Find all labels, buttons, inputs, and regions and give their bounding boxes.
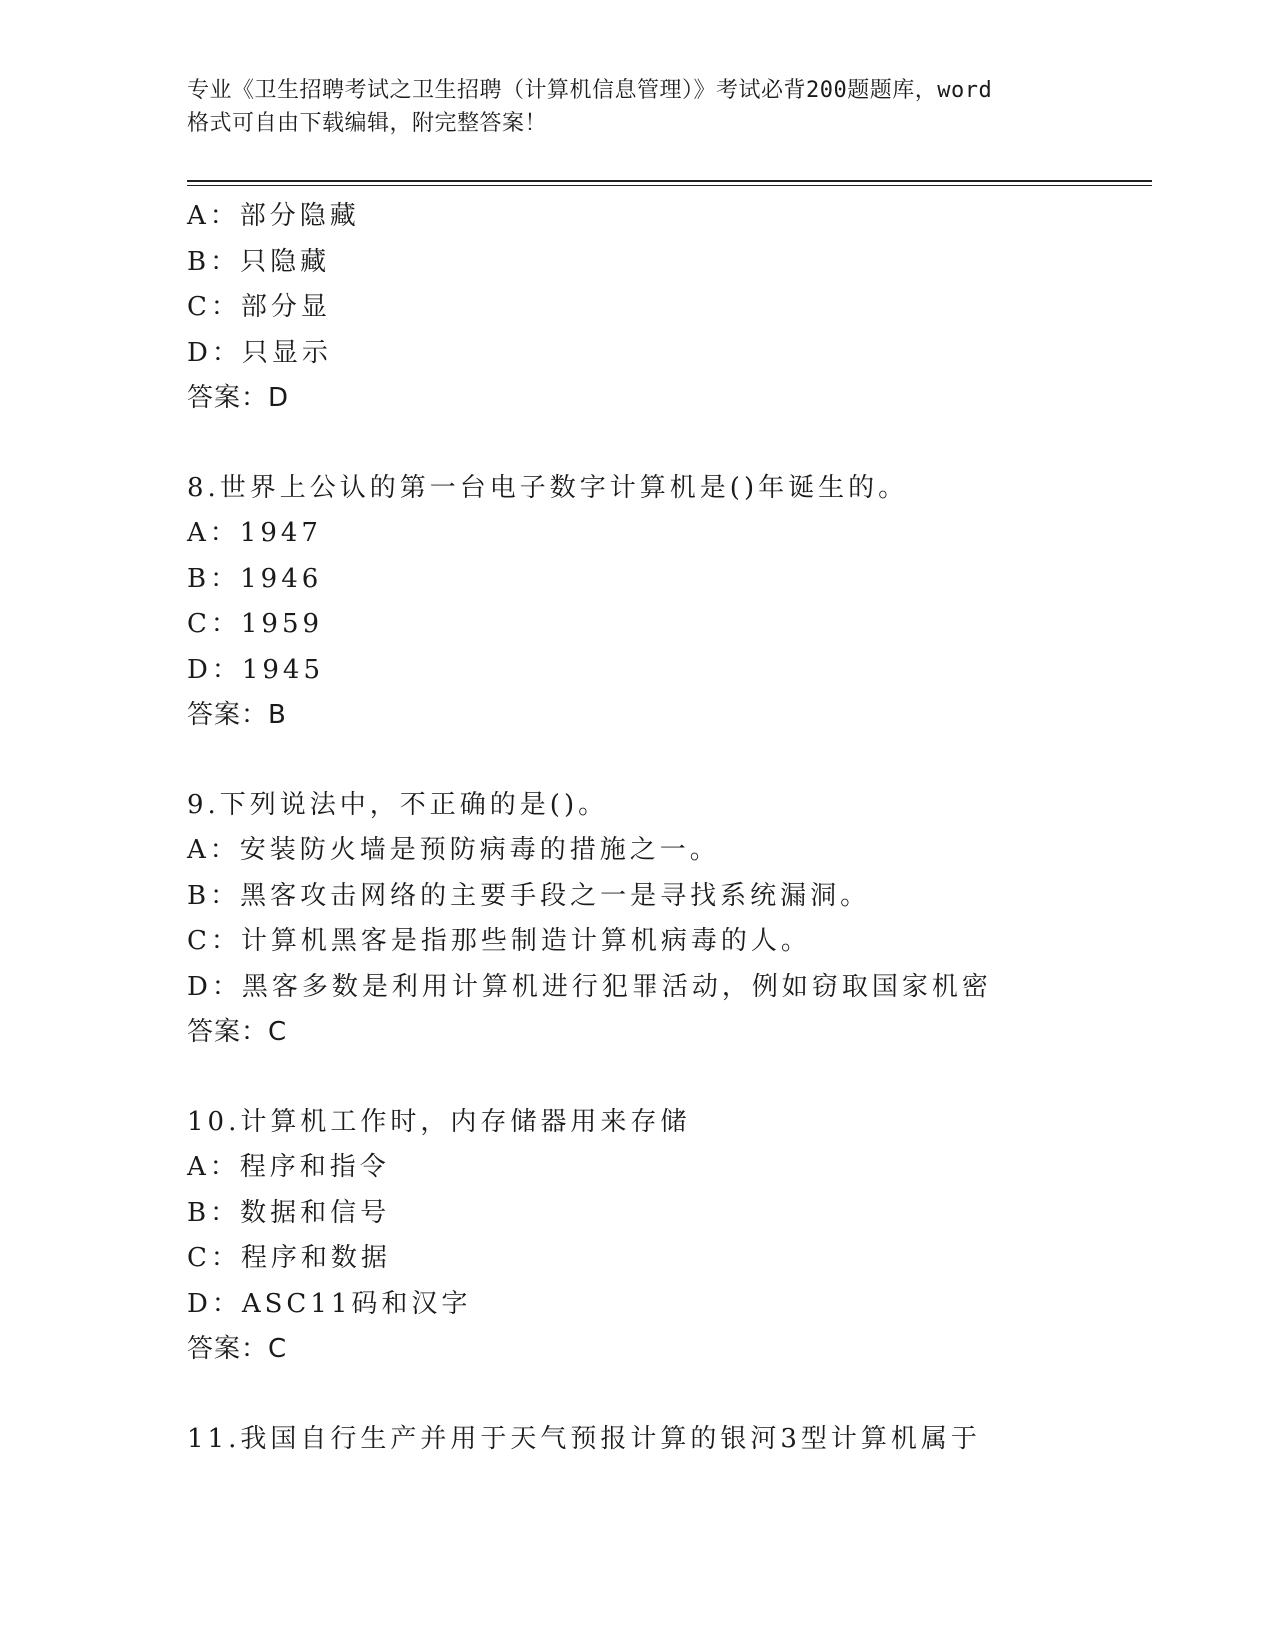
question-text: 11.我国自行生产并用于天气预报计算的银河3型计算机属于: [187, 1423, 981, 1454]
header-line-1: 专业《卫生招聘考试之卫生招聘（计算机信息管理）》考试必背200题题库，word: [187, 78, 993, 103]
answer: 答案：C: [187, 1334, 288, 1364]
document-header: [187, 74, 1087, 140]
header-line-2: 格式可自由下载编辑，附完整答案！: [187, 111, 548, 136]
header-divider: [187, 180, 1152, 186]
option-c: C：部分显: [187, 292, 331, 322]
question-8: [187, 466, 1152, 739]
answer: 答案：B: [187, 700, 287, 730]
option-a: A：部分隐藏: [187, 201, 360, 231]
option-b: B：数据和信号: [187, 1197, 391, 1228]
answer: 答案：C: [187, 1017, 288, 1047]
option-d: D：1945: [187, 654, 325, 685]
answer: 答案：D: [187, 383, 290, 413]
option-d: D：ASC11码和汉字: [187, 1288, 472, 1319]
question-10: [187, 1100, 1152, 1373]
question-text: 9.下列说法中，不正确的是()。: [187, 789, 609, 820]
option-b: B：黑客攻击网络的主要手段之一是寻找系统漏洞。: [187, 880, 871, 911]
option-a: A：程序和指令: [187, 1152, 390, 1182]
option-b: B：只隐藏: [187, 246, 331, 277]
option-a: A：1947: [187, 518, 322, 548]
option-c: C：程序和数据: [187, 1243, 391, 1273]
question-text: 8.世界上公认的第一台电子数字计算机是()年诞生的。: [187, 472, 909, 503]
option-d: D：黑客多数是利用计算机进行犯罪活动，例如窃取国家机密: [187, 971, 992, 1002]
option-c: C：1959: [187, 609, 324, 639]
option-b: B：1946: [187, 563, 323, 594]
document-page: [187, 0, 1152, 1462]
option-d: D：只显示: [187, 337, 332, 368]
question-9: [187, 783, 1152, 1056]
option-a: A：安装防火墙是预防病毒的措施之一。: [187, 835, 720, 865]
option-c: C：计算机黑客是指那些制造计算机病毒的人。: [187, 926, 811, 956]
question-7: [187, 194, 1152, 422]
question-text: 10.计算机工作时，内存储器用来存储: [187, 1106, 691, 1137]
question-11: [187, 1417, 1152, 1463]
